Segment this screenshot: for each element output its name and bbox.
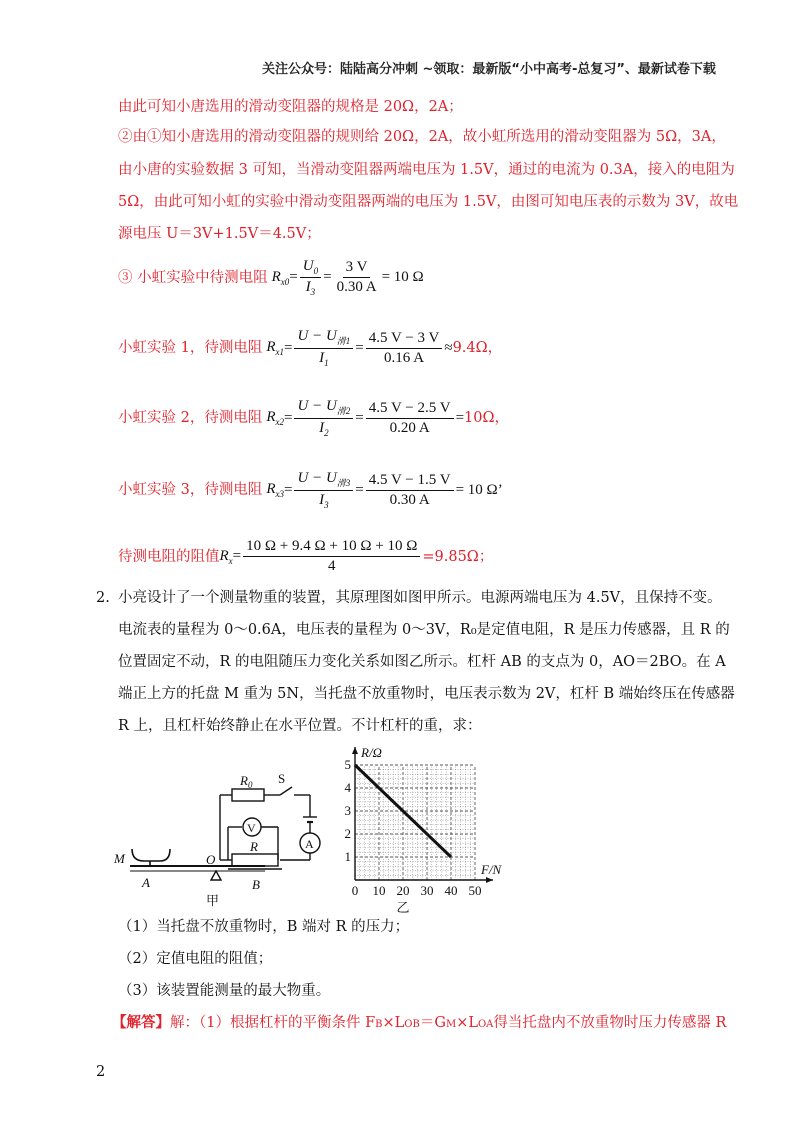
y-tick-label: 3 — [344, 803, 351, 818]
solution-line-4: 5Ω，由此可知小虹的实验中滑动变阻器两端的电压为 1.5V，由图可知电压表的示数为 3V，故电 — [118, 194, 739, 210]
solution-line-1: 由此可知小唐选用的滑动变阻器的规格是 20Ω，2A； — [118, 99, 463, 115]
answer-tag: 【解答】 — [112, 1014, 170, 1031]
equation-result: 9.4Ω， — [452, 340, 503, 356]
y-tick-label: 2 — [344, 826, 351, 841]
label-end-b: B — [252, 877, 260, 892]
equation-prefix: 小虹实验 2，待测电阻 — [118, 410, 263, 426]
answer-text: 解：（1）根据杠杆的平衡条件 F — [170, 1015, 376, 1031]
y-tick-label: 5 — [344, 757, 351, 772]
question-3: （3）该装置能测量的最大物重。 — [118, 983, 331, 999]
problem-line-2: 电流表的量程为 0～0.6A，电压表的量程为 0～3V，R₀是定值电阻，R 是压力传感器，且 R 的 — [118, 622, 730, 638]
problem-line-4: 端正上方的托盘 M 重为 5N，当托盘不放重物时，电压表示数为 2V，杠杆 B 端始终压在传感器 — [118, 686, 735, 702]
equation-rx2: 小虹实验 2，待测电阻 $R_{x2}$ = $\frac{U - U_{滑2}}{I_2}$ = $\frac{4.5 V - 2.5 V}{0.20 A}$ = 10Ω， — [118, 398, 510, 438]
equation-result: = 10 Ω — [381, 269, 424, 285]
fraction: $\frac{U - U_{滑2}}{I_2}$ — [294, 398, 353, 438]
problem-line-3: 位置固定不动，R 的电阻随压力变化关系如图乙所示。杠杆 AB 的支点为 0，AO＝2BO。在 A — [118, 654, 726, 670]
x-tick-label: 0 — [351, 883, 359, 898]
equation-result: 10Ω， — [464, 410, 510, 426]
fraction: $\frac{U - U_{滑3}}{I_3}$ — [294, 470, 353, 510]
y-tick-label: 1 — [344, 849, 351, 864]
problem-line-5: R 上，且杠杆始终静止在水平位置。不计杠杆的重，求： — [118, 718, 482, 734]
x-tick-label: 40 — [444, 883, 458, 898]
equation-lhs: $R_{x0}$ — [271, 268, 290, 287]
label-fulcrum: O — [206, 852, 216, 867]
equation-prefix: 小虹实验 3，待测电阻 — [118, 482, 263, 498]
caption-jia: 甲 — [206, 894, 220, 909]
question-1: （1）当托盘不放重物时，B 端对 R 的压力； — [118, 919, 410, 935]
label-voltmeter: V — [247, 821, 256, 835]
x-tick-label: 50 — [468, 883, 482, 898]
page-header: 关注公众号：陆陆高分冲刺 ~领取：最新版“小中高考-总复习”、最新试卷下载 — [262, 62, 716, 77]
fraction: $\frac{4.5 V - 3 V}{0.16 A}$ — [366, 330, 443, 367]
equation-rx3: 小虹实验 3，待测电阻 $R_{x3}$ = $\frac{U - U_{滑3}}{I_3}$ = $\frac{4.5 V - 1.5 V}{0.30 A}$ = 10 Ω ’ — [118, 470, 503, 510]
equation-average: 待测电阻的阻值 $R_x$ = $\frac{10 \Omega + 9.4 \Omega + 10 \Omega + 10 \Omega}{4}$ = 9.85Ω； — [118, 538, 494, 574]
equation-rx1: 小虹实验 1，待测电阻 $R_{x1}$ = $\frac{U - U_{滑1}}{I_1}$ = $\frac{4.5 V - 3 V}{0.16 A}$ ≈ 9.4Ω， — [118, 328, 503, 368]
fraction: $\frac{U_0}{I_3}$ — [300, 258, 321, 297]
fraction: $\frac{10 \Omega + 9.4 \Omega + 10 \Omega + 10 \Omega}{4}$ — [243, 538, 420, 575]
page-number: 2 — [96, 1064, 106, 1080]
equation-result: 9.85Ω； — [434, 548, 494, 565]
x-axis-arrow — [486, 877, 493, 883]
label-switch: S — [278, 771, 286, 786]
solution-line-5: 源电压 U＝3V+1.5V＝4.5V； — [118, 226, 321, 242]
x-tick-label: 30 — [420, 883, 434, 898]
label-end-a: A — [142, 875, 150, 890]
solution-line-2: ②由①知小唐选用的滑动变阻器的规则给 20Ω，2A，故小虹所选用的滑动变阻器为 5Ω，3A， — [118, 129, 726, 145]
equation-result: = 10 Ω — [455, 481, 498, 498]
fraction: $\frac{U - U_{滑1}}{I_1}$ — [294, 328, 353, 368]
problem-number: 2. — [96, 590, 110, 606]
y-tick-label: 4 — [344, 780, 351, 795]
resistance-force-chart — [335, 740, 515, 915]
chart-caption: 乙 — [396, 901, 410, 915]
equation-prefix: ③ 小虹实验中待测电阻 — [118, 269, 268, 286]
equation-prefix: 待测电阻的阻值 — [118, 548, 220, 565]
x-tick-label: 20 — [396, 883, 410, 898]
circuit-diagram — [110, 765, 340, 910]
fraction: $\frac{4.5 V - 2.5 V}{0.20 A}$ — [366, 400, 454, 437]
y-axis-label: R/Ω — [361, 745, 382, 760]
fraction: $\frac{3 V}{0.30 A}$ — [336, 259, 377, 295]
label-sensor: R — [250, 839, 258, 854]
question-2: （2）定值电阻的阻值； — [118, 951, 273, 967]
answer-line: 【解答】解：（1）根据杠杆的平衡条件 FB×LOB＝GM×LOA得当托盘内不放重物时压力传感器 R — [112, 1014, 727, 1031]
x-axis-label: F/N — [481, 862, 502, 877]
equation-rx0: ③ 小虹实验中待测电阻 $R_{x0}$ = $\frac{U_0}{I_3}$ = $\frac{3 V}{0.30 A}$ = 10 Ω — [118, 258, 424, 297]
equation-prefix: 小虹实验 1，待测电阻 — [118, 340, 263, 356]
solution-line-3: 由小唐的实验数据 3 可知，当滑动变阻器两端电压为 1.5V，通过的电流为 0.3A，接入的电阻为 — [118, 162, 735, 178]
x-tick-label: 10 — [372, 883, 386, 898]
label-r0: $R_0$ — [240, 773, 253, 790]
y-axis-arrow — [352, 747, 358, 754]
answer-rest: 得当托盘内不放重物时压力传感器 R — [493, 1015, 727, 1031]
label-tray: M — [114, 851, 125, 866]
fraction: $\frac{4.5 V - 1.5 V}{0.30 A}$ — [366, 472, 454, 509]
problem-line-1: 小亮设计了一个测量物重的装置，其原理图如图甲所示。电源两端电压为 4.5V，且保持不变。 — [118, 590, 722, 606]
label-ammeter: A — [305, 837, 314, 851]
